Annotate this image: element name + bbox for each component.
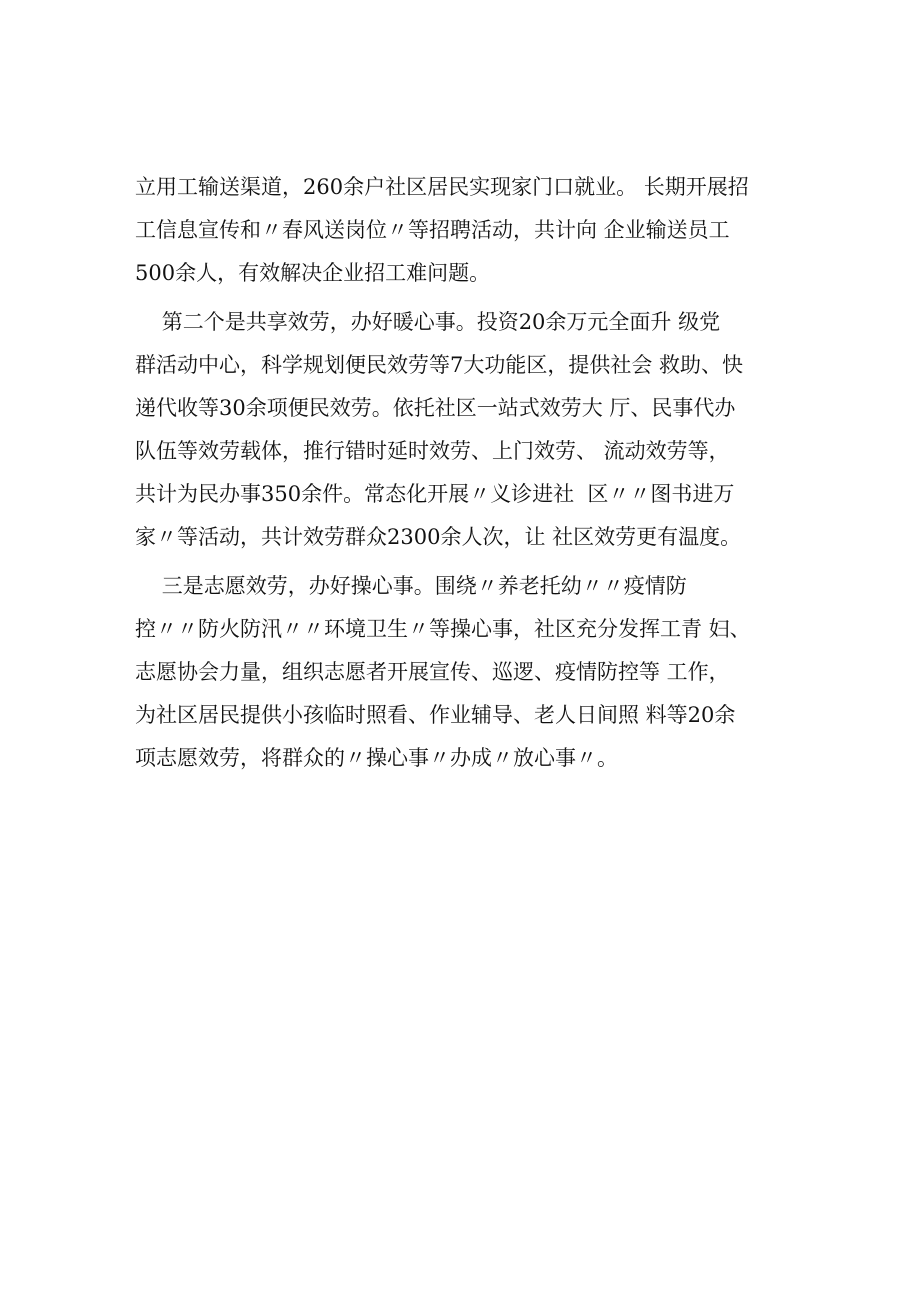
- text-line: 立用工输送渠道，260余户社区居民实现家门口就业。 长期开展招: [135, 175, 749, 199]
- text-line: 共计为民办事350余件。常态化开展〃义诊进社 区〃〃图书进万: [135, 482, 735, 506]
- text-line: 群活动中心，科学规划便民效劳等7大功能区，提供社会 救助、快: [135, 353, 744, 377]
- paragraph-2: [135, 301, 835, 559]
- text-line: 三是志愿效劳，办好操心事。围绕〃养老托幼〃〃疫情防: [135, 574, 687, 598]
- text-line: 家〃等活动，共计效劳群众2300余人次，让 社区效劳更有温度。: [135, 525, 742, 549]
- text-line: 500余人，有效解决企业招工难问题。: [135, 261, 491, 285]
- text-line: 项志愿效劳，将群众的〃操心事〃办成〃放心事〃。: [135, 746, 618, 770]
- text-line: 工信息宣传和〃春风送岗位〃等招聘活动，共计向 企业输送员工: [135, 218, 730, 242]
- text-line: 志愿协会力量，组织志愿者开展宣传、巡逻、疫情防控等 工作，: [135, 660, 730, 684]
- text-line: 队伍等效劳载体，推行错时延时效劳、上门效劳、 流动效劳等，: [135, 439, 730, 463]
- paragraph-3: [135, 565, 835, 780]
- body-text: [135, 166, 835, 780]
- text-line: 递代收等30余项便民效劳。依托社区一站式效劳大 厅、民事代办: [135, 396, 736, 420]
- paragraph-1: [135, 166, 835, 295]
- text-line: 控〃〃防火防汛〃〃环境卫生〃等操心事，社区充分发挥工青 妇、: [135, 617, 751, 641]
- text-line: 第二个是共享效劳，办好暖心事。投资20余万元全面升 级党: [135, 310, 721, 334]
- text-line: 为社区居民提供小孩临时照看、作业辅导、老人日间照 料等20余: [135, 703, 736, 727]
